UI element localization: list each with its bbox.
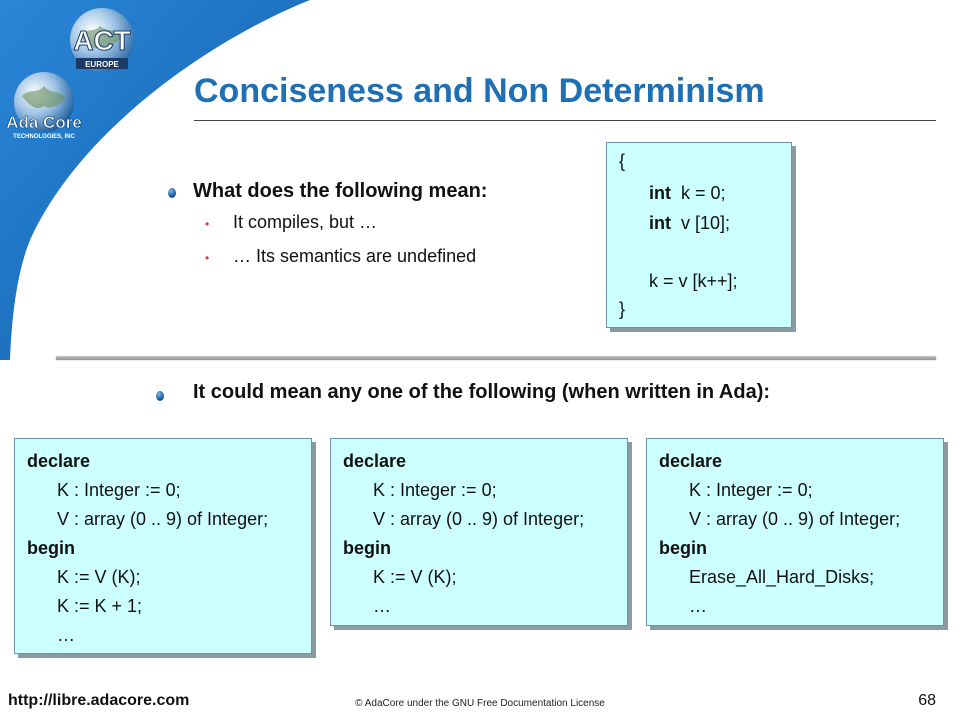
bullet-2-marker: [156, 391, 164, 401]
ada-stmt-line: K := V (K);: [57, 567, 141, 587]
c-code-line-2-rest: v [10];: [681, 213, 731, 233]
c-code-open-brace: {: [619, 151, 626, 171]
ada-code-box-1: [14, 438, 312, 654]
c-code-line-1-rest: k = 0;: [681, 183, 726, 203]
c-keyword-int: int: [649, 183, 671, 203]
ada-decl-line: K : Integer := 0;: [689, 480, 813, 500]
c-code-box: [606, 142, 792, 328]
bullet-2-text: It could mean any one of the following (when written in Ada):: [193, 381, 771, 403]
ada-stmt-line: …: [57, 625, 75, 645]
adacore-logo-text: Ada Core: [6, 113, 82, 132]
adacore-logo-subtext: TECHNOLOGIES, INC: [13, 134, 75, 140]
adacore-logo: [4, 68, 84, 148]
section-divider: [56, 356, 936, 359]
c-code-line-3: k = v [k++];: [649, 271, 738, 291]
c-keyword-int: int: [649, 213, 671, 233]
sub-bullet-2-marker: •: [205, 251, 210, 265]
c-code-line-1: [649, 183, 726, 204]
footer-url-link[interactable]: http://libre.adacore.com: [8, 692, 190, 709]
ada-stmt-line: K := V (K);: [373, 567, 457, 587]
ada-decl-line: V : array (0 .. 9) of Integer;: [373, 509, 585, 529]
ada-decl-line: K : Integer := 0;: [373, 480, 497, 500]
sub-bullet-1-text: It compiles, but …: [233, 212, 378, 232]
ada-code-box-3: [646, 438, 944, 626]
ada-decl-line: V : array (0 .. 9) of Integer;: [57, 509, 269, 529]
slide-title: Conciseness and Non Determinism: [194, 72, 765, 110]
ada-keyword-declare: declare: [659, 451, 723, 471]
c-code-close-brace: }: [619, 299, 626, 319]
sub-bullet-1-marker: •: [205, 217, 210, 231]
ada-keyword-begin: begin: [659, 538, 707, 558]
ada-decl-line: K : Integer := 0;: [57, 480, 181, 500]
title-divider: [194, 120, 936, 121]
act-logo-text: ACT: [73, 25, 131, 56]
page-number: 68: [918, 692, 936, 709]
ada-code-box-2: [330, 438, 628, 626]
ada-keyword-declare: declare: [27, 451, 91, 471]
sub-bullet-2-text: … Its semantics are undefined: [233, 246, 477, 266]
ada-keyword-begin: begin: [343, 538, 391, 558]
bullet-1-marker: [168, 188, 176, 198]
act-logo-subtext: EUROPE: [85, 60, 119, 69]
ada-keyword-declare: declare: [343, 451, 407, 471]
footer-copyright: © AdaCore under the GNU Free Documentation License: [355, 698, 605, 709]
bullet-1-text: What does the following mean:: [193, 180, 488, 202]
ada-stmt-line: …: [689, 596, 707, 616]
ada-stmt-line: Erase_All_Hard_Disks;: [689, 567, 875, 587]
ada-stmt-line: K := K + 1;: [57, 596, 143, 616]
ada-stmt-line: …: [373, 596, 391, 616]
c-code-line-2: [649, 213, 730, 234]
ada-decl-line: V : array (0 .. 9) of Integer;: [689, 509, 901, 529]
ada-keyword-begin: begin: [27, 538, 75, 558]
